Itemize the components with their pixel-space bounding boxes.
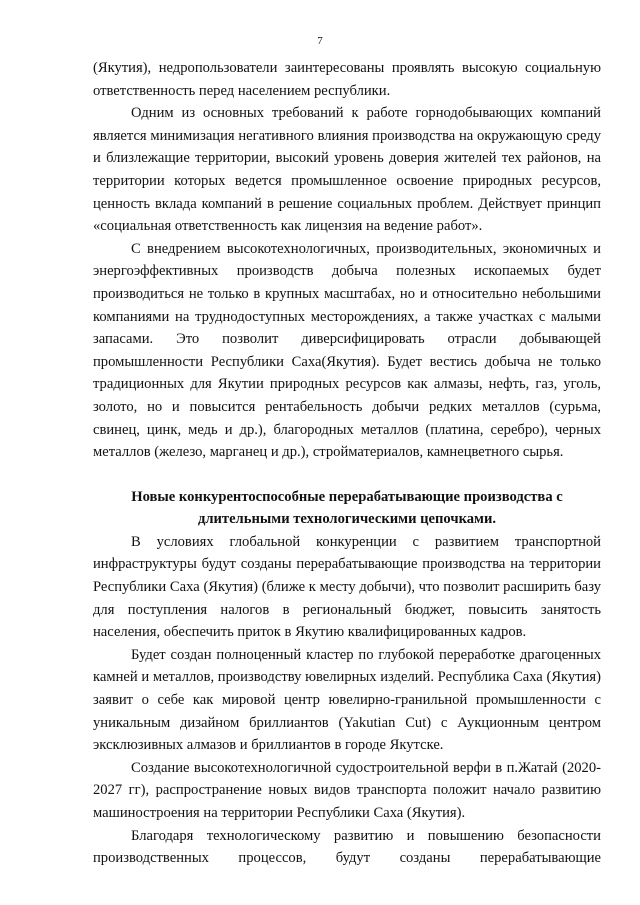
section-heading: Новые конкурентоспособные перерабатывающие производства с длительными технологическими цепочками. [131, 488, 563, 528]
paragraph-hightech-mining: С внедрением высокотехнологичных, производительных, экономичных и энергоэффективных производств добыча полезных ископаемых будет производиться не только в крупных масштабах, но и относительно небольшими компаниями на труднодоступных месторождениях, а также участках с малыми запасами. Это позволит диверсифицировать отрасли добывающей промышленности Республики Саха(Якутия). Будет вестись добыча не только традиционных для Якутии природных ресурсов как алмазы, нефть, газ, уголь, золото, но и повысится рентабельность добычи редких металлов (сурьма, свинец, цинк, медь и др.), благородных металлов (платина, серебро), черных металлов (железо, марганец и др.), стройматериалов, камнецветного сырья. [93, 240, 601, 461]
paragraph-jewelry-cluster: Будет создан полноценный кластер по глубокой переработке драгоценных камней и металлов, производству ювелирных изделий. Республика Саха (Якутия) заявит о себе как мировой центр ювелирно-гранильной промышленности с уникальным дизайном бриллиантов (Yakutian Cut) с Аукционным центром эксклюзивных алмазов и бриллиантов в городе Якутске. [93, 646, 601, 754]
paragraph-continuation: (Якутия), недропользователи заинтересованы проявлять высокую социальную ответственность перед населением республики. [93, 60, 601, 99]
paragraph-requirements: Одним из основных требований к работе горнодобывающих компаний является минимизация негативного влияния производства на окружающую среду и близлежащие территории, высокий уровень доверия жителей тех районов, на территории которых ведется промышленное освоение природных ресурсов, ценность вклада компаний в решение социальных проблем. Действует принцип «социальная ответственность как лицензия на ведение работ». [93, 105, 601, 235]
paragraph-global-competition: В условиях глобальной конкуренции с развитием транспортной инфраструктуры будут созданы перерабатывающие производства на территории Республики Саха (Якутия) (ближе к месту добычи), что позволит расширить базу для поступления налогов в региональный бюджет, повысить занятость населения, обеспечить приток в Якутию квалифицированных кадров. [93, 533, 601, 641]
page-body [93, 57, 601, 870]
page-number: 7 [317, 35, 323, 47]
paragraph-technological-development: Благодаря технологическому развитию и повышению безопасности производственных процессов, будут созданы перерабатывающие [93, 827, 601, 867]
paragraph-shipyard: Создание высокотехнологичной судостроительной верфи в п.Жатай (2020-2027 гг), распространение новых видов транспорта положит начало развитию машиностроения на территории Республики Саха (Якутия). [93, 759, 601, 821]
